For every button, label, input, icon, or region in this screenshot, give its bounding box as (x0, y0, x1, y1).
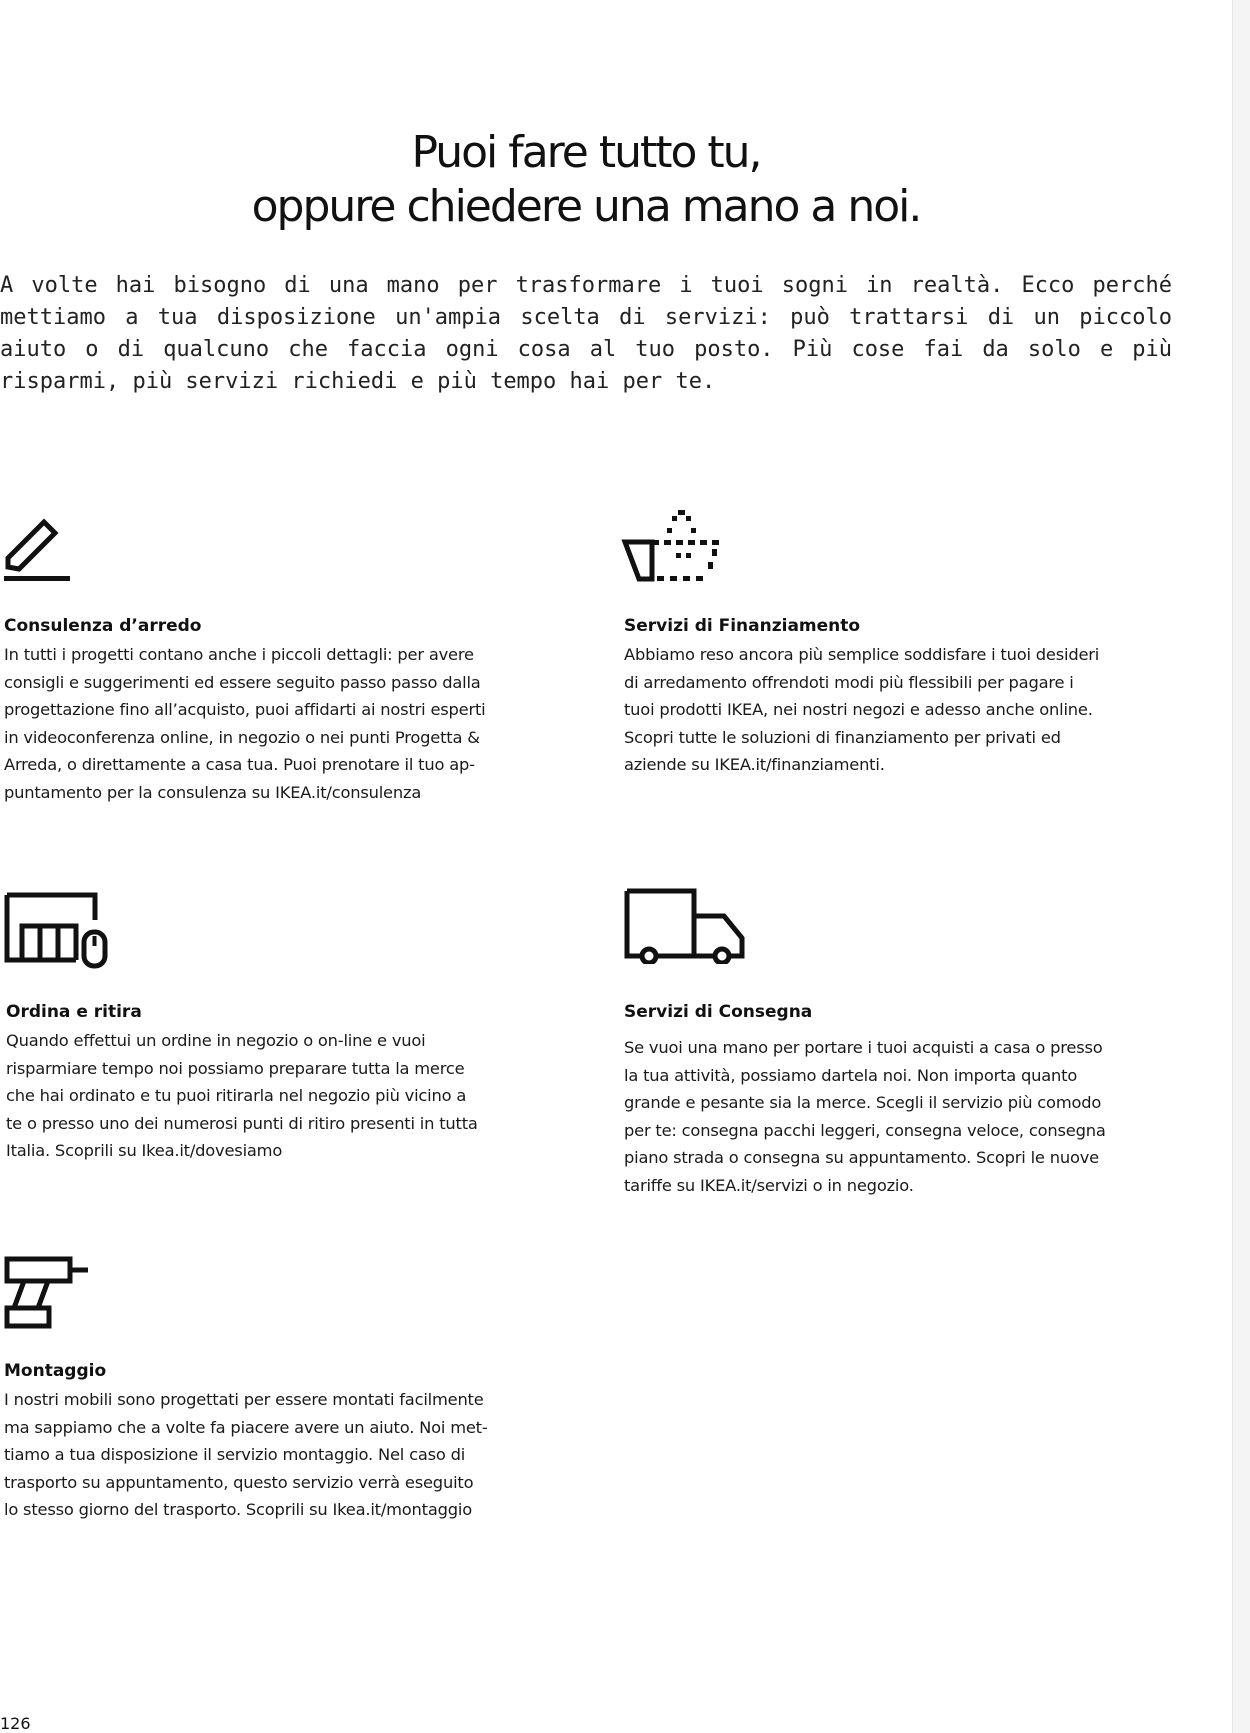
service-title-finanziamento: Servizi di Finanziamento (624, 616, 861, 636)
service-title-ordina: Ordina e ritira (6, 1002, 142, 1022)
truck-icon (624, 888, 746, 964)
service-title-montaggio: Montaggio (4, 1361, 107, 1381)
service-text-ordina: Quando effettui un ordine in negozio o on-line e vuoi risparmiare tempo noi possiamo preparare tutta la merce che hai ordinato e tu puoi ritirarla nel negozio più vicino a te o presso uno dei numerosi punti di ritiro presenti in tutta Italia. Scoprili su Ikea.it/dovesiamo (6, 1031, 478, 1161)
page-number: 126 (0, 1714, 31, 1733)
filling-bowl-icon (620, 508, 724, 584)
title-line-1: Puoi fare tutto tu, (411, 127, 761, 178)
page-edge (1232, 0, 1250, 1733)
title-line-2: oppure chiedere una mano a noi. (251, 181, 921, 232)
service-text-consulenza: In tutti i progetti contano anche i piccoli dettagli: per avere consigli e suggerimenti ed essere seguito passo passo dalla progettazione fino all’acquisto, puoi affidarti ai nostri esperti in videoconferenza online, in negozio o nei punti Progetta & Arreda, o direttamente a casa tua. Puoi prenotare il tuo ap- puntamento per la consulenza su IKEA.it/consulenza (4, 645, 486, 802)
service-text-finanziamento: Abbiamo reso ancora più semplice soddisfare i tuoi desideri di arredamento offrendoti modi più flessibili per pagare i tuoi prodotti IKEA, nei nostri negozi e adesso anche online. Scopri tutte le soluzioni di finanziamento per privati ed aziende su IKEA.it/finanziamenti. (624, 645, 1100, 775)
pencil-icon (4, 512, 72, 582)
service-text-montaggio: I nostri mobili sono progettati per essere montati facilmente ma sappiamo che a volte fa piacere avere un aiuto. Noi met- tiamo a tua disposizione il servizio montaggio. Nel caso di trasporto su appuntamento, questo servizio verrà eseguito lo stesso giorno del trasporto. Scoprili su Ikea.it/montaggio (4, 1390, 488, 1520)
service-title-consegna: Servizi di Consegna (624, 1002, 813, 1022)
page-title (0, 126, 1172, 234)
service-title-consulenza: Consulenza d’arredo (4, 616, 202, 636)
service-text-consegna: Se vuoi una mano per portare i tuoi acquisti a casa o presso la tua attività, possiamo dartela noi. Non importa quanto grande e pesante sia la merce. Scegli il servizio più comodo per te: consegna pacchi leggeri, consegna veloce, consegna piano strada o consegna su appuntamento. Scopri le nuove tariffe su IKEA.it/servizi o in negozio. (624, 1038, 1106, 1195)
intro-paragraph: A volte hai bisogno di una mano per trasformare i tuoi sogni in realtà. Ecco perché mettiamo a tua disposizione un'ampia scelta di servizi: può trattarsi di un piccolo aiuto o di qualcuno che faccia ogni cosa al tuo posto. Più cose fai da solo e più risparmi, più servizi richiedi e più tempo hai per te. (0, 273, 1172, 394)
store-click-icon (4, 892, 108, 970)
drill-icon (4, 1256, 90, 1330)
